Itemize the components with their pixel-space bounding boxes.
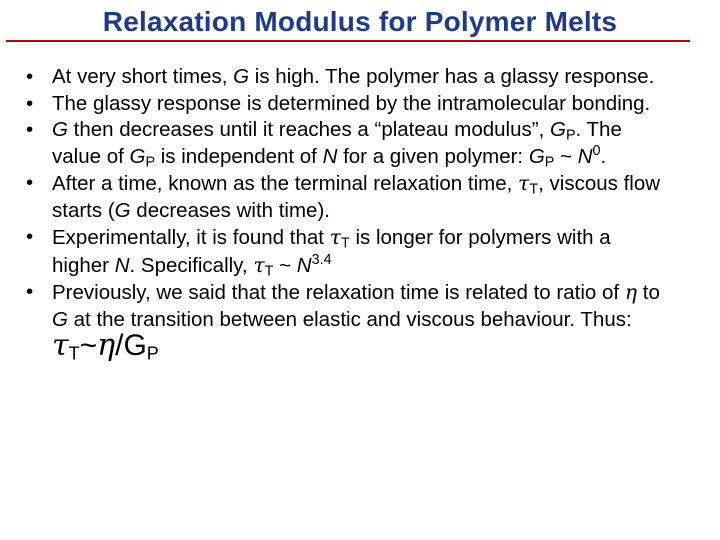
symbol-G: G (52, 118, 68, 141)
subscript-P: P (146, 343, 159, 364)
symbol-G: G (528, 144, 545, 168)
symbol-N: N (114, 253, 130, 277)
text: ~ (554, 144, 578, 168)
bullet-item (22, 117, 672, 170)
symbol-N: N (577, 144, 593, 168)
slide-title: Relaxation Modulus for Polymer Melts (102, 6, 618, 37)
symbol-eta: η (97, 328, 116, 363)
text: for a given polymer: (337, 144, 529, 168)
bullet-dot: • (26, 91, 34, 115)
text: . (600, 144, 607, 168)
text: The glassy response is determined by the intramolecular bonding. (52, 91, 651, 115)
symbol-N: N (322, 144, 338, 168)
symbol-tau: τ (518, 171, 530, 195)
bullet-dot: • (26, 225, 34, 248)
bullet-dot: • (26, 65, 34, 88)
text: At very short times, (52, 65, 234, 88)
subscript-P: P (145, 154, 156, 171)
text: After a time, known as the terminal relaxation time, (52, 172, 519, 195)
text: is independent of (155, 144, 323, 168)
exponent: 3.4 (311, 251, 332, 268)
text: Previously, we said that the relaxation time is related to ratio of (52, 281, 625, 304)
subscript-P: P (565, 127, 576, 144)
slash-G: /G (115, 329, 147, 362)
text: is high. The polymer has a glassy response. (249, 65, 655, 88)
symbol-tau: τ (253, 252, 265, 277)
subscript-T: T (68, 343, 80, 364)
bullet-dot: • (26, 171, 34, 194)
symbol-G: G (114, 198, 131, 222)
text: then decreases until it reaches a “plateau modulus”, (67, 118, 550, 141)
symbol-N: N (296, 253, 312, 277)
symbol-G: G (233, 65, 250, 88)
title-underline (6, 40, 690, 42)
bullet-item (22, 91, 672, 118)
bullet-item (22, 279, 672, 364)
text: decreases with time). (130, 198, 330, 222)
bullet-dot: • (26, 280, 34, 303)
text: , viscous flow starts ( (52, 172, 661, 222)
bullet-list (22, 64, 672, 364)
bullet-item (22, 64, 672, 91)
symbol-G: G (52, 307, 68, 331)
subscript-T: T (264, 263, 274, 280)
symbol-G: G (129, 144, 146, 168)
symbol-G: G (549, 118, 566, 141)
subscript-T: T (341, 235, 350, 252)
text: at the transition between elastic and viscous behaviour. Thus: (67, 307, 632, 331)
text: . Specifically, (129, 253, 254, 277)
subscript-T: T (529, 181, 539, 198)
text: to (637, 281, 660, 304)
symbol-tau: τ (52, 328, 69, 363)
text: is longer for polymers with a higher (52, 226, 611, 277)
symbol-tau: τ (329, 225, 341, 249)
tilde: ~ (79, 329, 98, 362)
text: Experimentally, it is found that (52, 226, 330, 249)
bullet-item (22, 170, 672, 224)
formula (52, 329, 159, 362)
bullet-item (22, 224, 672, 279)
bullet-dot: • (26, 118, 34, 141)
text: ~ (273, 253, 297, 277)
subscript-P: P (544, 154, 555, 171)
exponent: 0 (592, 142, 601, 159)
text: . The value of (52, 118, 622, 168)
symbol-eta: η (624, 280, 638, 304)
